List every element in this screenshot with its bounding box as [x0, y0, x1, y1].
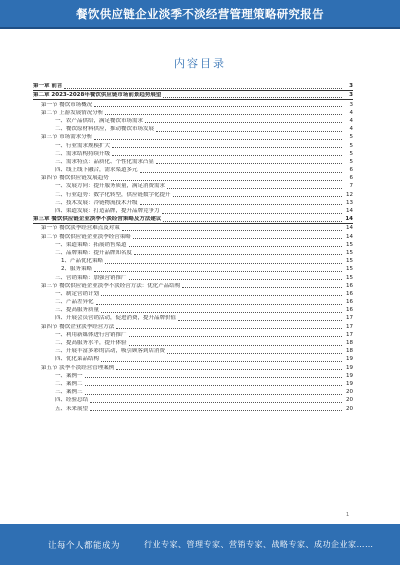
- toc-leader-dots: [129, 336, 342, 337]
- toc-entry-page: 12: [346, 191, 353, 198]
- toc-entry-label: 第四节 餐饮企业淡季经营方法: [41, 323, 115, 330]
- toc-leader-dots: [140, 172, 342, 173]
- toc-entry-label: 三、案例三: [55, 389, 83, 396]
- toc-entry-page: 5: [349, 158, 353, 165]
- toc-leader-dots: [64, 88, 342, 89]
- toc-entry[interactable]: [33, 273, 353, 281]
- toc-entry-page: 13: [346, 199, 353, 206]
- toc-entry[interactable]: [33, 141, 353, 149]
- toc-leader-dots: [85, 377, 342, 378]
- toc-entry-page: 19: [346, 380, 353, 387]
- toc-entry-label: 四、线上线下融合，需求渠道多元: [55, 167, 138, 174]
- header-divider: [0, 27, 400, 29]
- toc-entry-page: 19: [346, 356, 353, 363]
- toc-entry[interactable]: [33, 265, 353, 273]
- toc-entry[interactable]: [33, 82, 353, 91]
- toc-entry-page: 7: [349, 183, 353, 190]
- toc-entry[interactable]: [33, 207, 353, 215]
- footer-slogan: 让每个人都能成为: [48, 540, 121, 551]
- table-of-contents: [33, 82, 353, 413]
- toc-leader-dots: [90, 402, 342, 403]
- toc-entry[interactable]: [33, 331, 353, 339]
- toc-entry-page: 4: [349, 109, 353, 116]
- toc-entry-page: 18: [346, 340, 353, 346]
- toc-entry-page: 4: [349, 117, 353, 124]
- toc-entry-label: 第五节 淡季不淡经营管理案例: [41, 364, 115, 371]
- toc-leader-dots: [178, 320, 342, 321]
- toc-entry-label: 二、提高服务水平，提升体验: [55, 340, 127, 346]
- toc-leader-dots: [129, 246, 342, 247]
- toc-entry[interactable]: [33, 125, 353, 133]
- toc-leader-dots: [94, 139, 342, 140]
- report-header: [0, 0, 400, 27]
- toc-entry-page: 6: [349, 175, 353, 182]
- toc-entry-label: 第一节 餐饮市场概况: [41, 101, 93, 108]
- toc-entry-page: 3: [349, 92, 353, 99]
- toc-entry[interactable]: [33, 109, 353, 117]
- toc-leader-dots: [134, 254, 342, 255]
- toc-entry[interactable]: [33, 199, 353, 207]
- toc-leader-dots: [96, 304, 342, 305]
- toc-entry-page: 20: [346, 397, 353, 404]
- toc-entry[interactable]: [33, 363, 353, 371]
- toc-entry-page: 20: [346, 389, 353, 396]
- toc-leader-dots: [167, 353, 342, 354]
- toc-leader-dots: [156, 163, 342, 164]
- toc-leader-dots: [122, 230, 342, 231]
- toc-entry-label: 三、开展丰富多彩的活动，吸引顾客到店消费: [55, 348, 166, 355]
- toc-leader-dots: [94, 106, 342, 107]
- toc-entry-page: 14: [346, 225, 353, 232]
- toc-entry-page: 3: [349, 101, 353, 108]
- toc-entry[interactable]: [33, 314, 353, 322]
- toc-entry[interactable]: [33, 117, 353, 125]
- toc-leader-dots: [90, 410, 342, 411]
- toc-entry-page: 16: [346, 282, 353, 289]
- toc-leader-dots: [156, 131, 342, 132]
- toc-entry[interactable]: [33, 282, 353, 290]
- toc-entry-label: 二、需求结构持续升级: [55, 150, 111, 157]
- toc-entry-label: 第二章 2023-2028年餐饮供应链市场前景趋势展望: [33, 92, 162, 99]
- toc-entry-page: 17: [346, 331, 353, 338]
- toc-entry-label: 二、行业趋势：数字化转型，供应链数字化提升: [55, 191, 171, 198]
- toc-leader-dots: [105, 114, 342, 115]
- toc-entry[interactable]: [33, 347, 353, 355]
- toc-entry[interactable]: [33, 249, 353, 257]
- toc-leader-dots: [94, 271, 342, 272]
- footer-slogan-roles: 行业专家、管理专家、营销专家、战略专家、成功企业家……: [144, 540, 374, 549]
- toc-leader-dots: [112, 155, 342, 156]
- toc-leader-dots: [140, 204, 342, 205]
- toc-entry-label: 一、制定营销计划: [55, 290, 100, 297]
- toc-entry-label: 第二节 餐饮供应链企业淡季经营策略: [41, 233, 131, 240]
- toc-entry-label: 第三章 餐饮供应链企业淡季不淡经营策略及方法建议: [33, 216, 162, 223]
- toc-entry-page: 20: [346, 405, 353, 412]
- toc-entry-label: 四、渠道发展：打造品牌，提升品牌竞争力: [55, 208, 160, 214]
- toc-leader-dots: [129, 345, 342, 346]
- toc-entry-page: 5: [349, 150, 353, 157]
- toc-leader-dots: [116, 369, 342, 370]
- toc-entry[interactable]: [33, 380, 353, 388]
- toc-entry-page: 19: [346, 364, 353, 371]
- toc-entry[interactable]: [33, 91, 353, 100]
- toc-entry-label: 四、开展会员营销活动，促进消费，提升品牌价值: [55, 315, 177, 322]
- toc-entry[interactable]: [33, 322, 353, 330]
- toc-entry-label: 四、经验总结: [55, 397, 89, 404]
- toc-entry-label: 一、案例一: [55, 372, 83, 379]
- toc-entry[interactable]: [33, 150, 353, 158]
- toc-entry-label: 2、服务策略: [61, 266, 92, 273]
- toc-entry-label: 二、案例二: [55, 380, 83, 387]
- toc-entry[interactable]: [33, 298, 353, 306]
- toc-entry-label: 1、产品优化策略: [61, 258, 103, 265]
- toc-entry-label: 三、提高服务质量: [55, 307, 100, 314]
- toc-leader-dots: [173, 196, 342, 197]
- toc-entry-page: 15: [346, 249, 353, 256]
- toc-entry-page: 15: [346, 274, 353, 281]
- toc-leader-dots: [111, 180, 342, 181]
- toc-leader-dots: [85, 385, 342, 386]
- toc-entry[interactable]: [33, 306, 353, 314]
- toc-entry[interactable]: [33, 388, 353, 396]
- toc-entry[interactable]: [33, 404, 353, 412]
- toc-entry-page: 15: [346, 258, 353, 265]
- toc-entry-label: 五、未来展望: [55, 405, 89, 412]
- toc-entry-label: 一、发展方向：提升服务质量，满足消费需求: [55, 183, 166, 190]
- toc-entry-label: 第三节 餐饮供应链企业淡季不淡经营方法：优化产品结构: [41, 282, 181, 289]
- toc-leader-dots: [167, 188, 342, 189]
- toc-entry-label: 第一节 餐饮淡季经营难点及对策: [41, 225, 120, 232]
- toc-entry[interactable]: [33, 158, 353, 166]
- toc-entry-page: 14: [345, 216, 353, 223]
- toc-entry[interactable]: [33, 166, 353, 174]
- toc-entry-label: 三、需求特点：品质化、个性化需求凸显: [55, 158, 155, 165]
- toc-leader-dots: [163, 97, 342, 98]
- toc-leader-dots: [163, 221, 342, 222]
- toc-entry[interactable]: [33, 190, 353, 198]
- toc-entry-label: 二、餐饮原材料供应，推动餐饮市场发展: [55, 126, 155, 133]
- report-footer: [0, 524, 400, 565]
- toc-entry[interactable]: [33, 372, 353, 380]
- toc-entry-label: 一、农产品供给，满足餐饮市场需求: [55, 117, 144, 124]
- toc-entry[interactable]: [33, 396, 353, 404]
- toc-entry-page: 15: [346, 241, 353, 248]
- toc-entry-page: 3: [349, 83, 353, 90]
- toc-entry-label: 一、利用新媒体进行营销推广: [55, 331, 127, 338]
- toc-entry-label: 一、行业需求规模扩大: [55, 142, 111, 149]
- toc-entry-page: 15: [346, 266, 353, 273]
- toc-title: 内容目录: [174, 57, 226, 70]
- toc-entry-label: 第一章 前言: [33, 83, 63, 90]
- toc-entry[interactable]: [33, 215, 353, 224]
- toc-entry[interactable]: [33, 174, 353, 182]
- toc-leader-dots: [133, 238, 342, 239]
- toc-leader-dots: [101, 312, 342, 313]
- toc-entry[interactable]: [33, 100, 353, 108]
- toc-entry[interactable]: [33, 355, 353, 363]
- toc-entry-page: 16: [346, 290, 353, 297]
- toc-entry[interactable]: [33, 290, 353, 298]
- toc-entry[interactable]: [33, 257, 353, 265]
- toc-entry-page: 17: [346, 315, 353, 322]
- toc-leader-dots: [129, 279, 342, 280]
- toc-entry-label: 三、营销策略：加强营销推广: [55, 274, 127, 281]
- toc-entry[interactable]: [33, 182, 353, 190]
- toc-entry-page: 4: [349, 126, 353, 133]
- toc-leader-dots: [101, 295, 342, 296]
- toc-entry-page: 14: [346, 208, 353, 214]
- toc-leader-dots: [112, 147, 342, 148]
- toc-leader-dots: [85, 394, 342, 395]
- toc-entry[interactable]: [33, 339, 353, 347]
- toc-leader-dots: [116, 328, 342, 329]
- toc-entry[interactable]: [33, 241, 353, 249]
- toc-entry-label: 二、品牌策略：提升品牌知名度: [55, 249, 133, 256]
- toc-entry[interactable]: [33, 224, 353, 232]
- toc-entry-label: 一、渠道策略：拓展销售渠道: [55, 241, 127, 248]
- toc-entry-label: 四、优化菜品结构: [55, 356, 100, 363]
- toc-entry-page: 16: [346, 307, 353, 314]
- toc-entry-page: 5: [349, 142, 353, 149]
- toc-leader-dots: [101, 361, 342, 362]
- toc-entry-page: 5: [349, 134, 353, 141]
- toc-entry-label: 三、技术发展：冷链物流技术升级: [55, 199, 138, 206]
- toc-entry-page: 6: [349, 167, 353, 174]
- toc-entry-page: 18: [346, 348, 353, 355]
- toc-entry-label: 第四节 餐饮供应链发展趋势: [41, 175, 109, 182]
- toc-entry-page: 19: [346, 372, 353, 379]
- toc-entry-page: 17: [346, 323, 353, 330]
- toc-entry-label: 二、产品差异化: [55, 299, 94, 306]
- toc-entry[interactable]: [33, 232, 353, 240]
- toc-leader-dots: [145, 122, 342, 123]
- toc-leader-dots: [105, 263, 342, 264]
- toc-entry-page: 14: [346, 233, 353, 240]
- toc-entry-page: 16: [346, 299, 353, 306]
- toc-entry-label: 第三节 市场需求分析: [41, 134, 93, 141]
- toc-leader-dots: [162, 213, 342, 214]
- toc-leader-dots: [182, 287, 342, 288]
- toc-entry-label: 第二节 上游发展情况分析: [41, 109, 104, 116]
- toc-entry[interactable]: [33, 133, 353, 141]
- page-number: 1: [346, 512, 350, 518]
- report-title: 餐饮供应链企业淡季不淡经营管理策略研究报告: [76, 6, 324, 21]
